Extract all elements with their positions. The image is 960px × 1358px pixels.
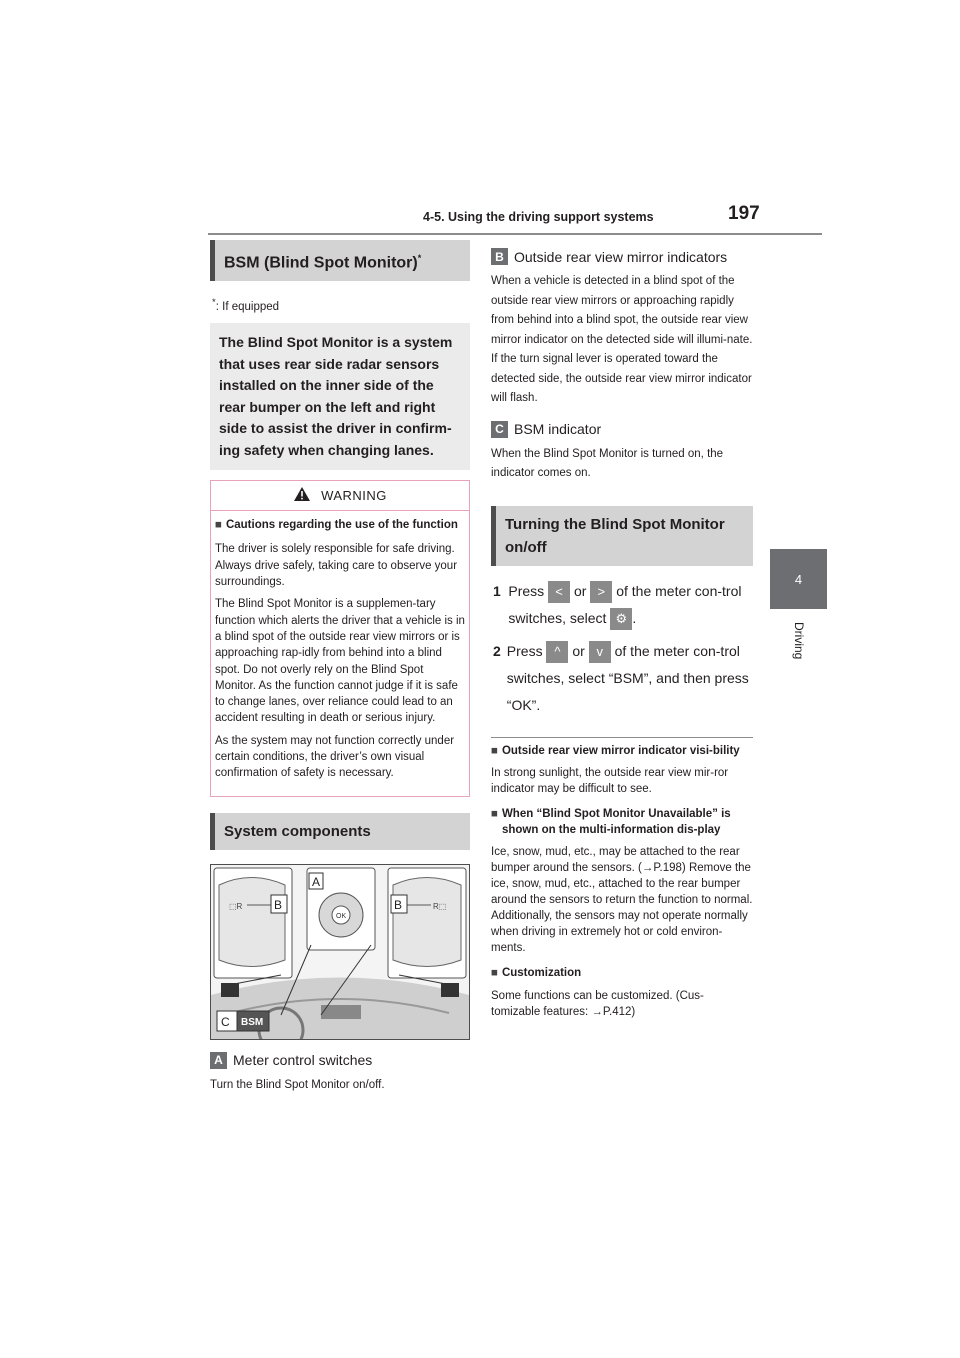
ok-label: OK <box>336 912 347 920</box>
system-components-figure <box>210 864 470 1040</box>
notes-divider <box>491 737 753 738</box>
dashboard-illustration <box>211 865 469 1040</box>
svg-text:R⬚: R⬚ <box>433 901 447 911</box>
warning-header <box>211 481 469 511</box>
svg-text:⬚R: ⬚R <box>229 901 243 911</box>
figure-label-b-right: B <box>394 897 403 912</box>
bullet-square-icon: ■ <box>215 519 222 532</box>
steps <box>491 578 753 719</box>
header-rule <box>208 233 822 235</box>
component-letter: B <box>491 248 508 265</box>
component-name: BSM indicator <box>514 421 602 437</box>
warning-heading: ■ Cautions regarding the use of the function <box>215 517 465 533</box>
warning-paragraph: As the system may not function correctly under certain conditions, the driver’s own visual confirmation of safety is necessary. <box>215 734 455 780</box>
page-number: 197 <box>728 203 760 224</box>
note-3: ■ Customization Some functions can be customized. (Cus-tomizable features: →P.412) <box>491 967 704 1018</box>
component-letter: C <box>491 421 508 438</box>
chevron-right-icon: > <box>590 581 612 603</box>
warning-label: WARNING <box>321 488 387 504</box>
warning-body <box>211 511 469 795</box>
component-letter: A <box>210 1052 227 1069</box>
figure-label-a: A <box>312 874 321 889</box>
chevron-left-icon: < <box>548 581 570 603</box>
component-b <box>491 248 753 409</box>
note-1: ■ Outside rear view mirror indicator visi-bility In strong sunlight, the outside rear view mir-ror indicator may be difficult to see. <box>491 744 740 795</box>
bullet-square-icon: ■ <box>491 744 498 757</box>
chevron-up-icon: ^ <box>546 641 568 663</box>
step-1: 1 Press < or > of the meter con-trol switches, select ⚙ . <box>493 578 753 632</box>
bullet-square-icon: ■ <box>491 808 498 820</box>
warning-triangle-icon <box>293 486 311 505</box>
component-desc: When a vehicle is detected in a blind spot of the outside rear view mirrors or approaching rapidly from behind into a blind spot, the outside rear view mirror indicator on the detected side will illumi-nate. If the turn signal lever is operated toward the detected side, the outside rear view mirror indicator will flash. <box>491 275 753 404</box>
right-column <box>491 240 753 1020</box>
left-column <box>210 240 470 1095</box>
turning-section-title: Turning the Blind Spot Monitor on/off <box>491 506 753 566</box>
figure-label-b-left: B <box>274 897 283 912</box>
warning-box <box>210 480 470 796</box>
chapter-label: Driving <box>792 622 806 660</box>
chapter-tab: 4 <box>770 549 827 609</box>
warning-paragraph: The Blind Spot Monitor is a supplemen-tary function which alerts the driver that a vehicle is in a blind spot of the outside rear view mirrors or is approaching rap-idly from behind into a blind spot. Do not overly rely on the Blind Spot Monitor. As the function cannot judge if it is safe to change lanes, over reliance could lead to an accident resulting in death or serious injury. <box>215 598 465 725</box>
bsm-section-title: BSM (Blind Spot Monitor)* <box>210 240 470 281</box>
footnote: *: If equipped <box>212 297 280 314</box>
bsm-indicator-label: BSM <box>241 1016 264 1028</box>
note-2: ■ When “Blind Spot Monitor Unavailable” is shown on the multi-information dis-play Ice, snow, mud, etc., may be attached to the rear bumper around the sensors. (→P.198) Remove the ice, snow, mud, etc., attached to the rear bumper around the sensors to return the function to normal. Additionally, the sensors may not operate normally when driving in extremely hot or cold environ-ments. <box>491 808 753 954</box>
settings-gear-icon: ⚙ <box>610 608 632 630</box>
bullet-square-icon: ■ <box>491 967 498 979</box>
component-name: Meter control switches <box>233 1052 373 1069</box>
component-desc: When the Blind Spot Monitor is turned on, the indicator comes on. <box>491 447 724 479</box>
figure-label-c: C <box>221 1014 230 1029</box>
warning-paragraph: The driver is solely responsible for safe driving. Always drive safely, taking care to observe your surroundings. <box>215 543 458 589</box>
chevron-down-icon: v <box>589 641 611 663</box>
running-header: 4-5. Using the driving support systems <box>423 210 654 224</box>
components-section-title: System components <box>210 813 470 850</box>
component-a <box>210 1052 470 1096</box>
component-desc: Turn the Blind Spot Monitor on/off. <box>210 1078 385 1091</box>
intro-box: The Blind Spot Monitor is a system that uses rear side radar sensors installed on the inner side of the rear bumper on the left and right side to assist the driver in confirm-ing safety when changing lanes. <box>210 323 470 470</box>
step-2: 2 Press ^ or v of the meter con-trol switches, select “BSM”, and then press “OK”. <box>493 642 749 713</box>
component-c <box>491 421 753 484</box>
component-name: Outside rear view mirror indicators <box>514 248 728 265</box>
